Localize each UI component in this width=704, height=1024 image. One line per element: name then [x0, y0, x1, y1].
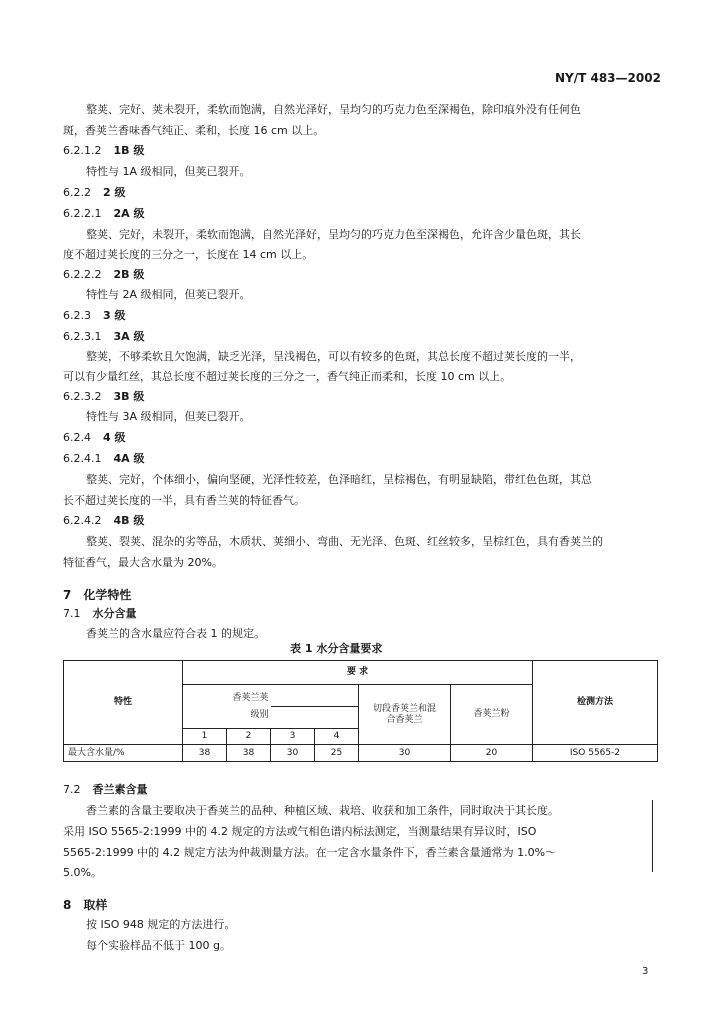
paragraph-line: 度不超过荚长度的三分之一，长度在 14 cm 以上。: [63, 248, 314, 261]
row-label: 最大含水量/%: [64, 745, 183, 762]
section-title: 4 级: [103, 431, 126, 444]
paragraph-line: 每个实验样品不低于 100 g。: [86, 939, 231, 952]
paragraph-line: 整荚、裂荚、混杂的劣等品，木质状、荚细小、弯曲、无光泽、色斑、红丝较多，呈棕红色，具有香荚兰的: [86, 535, 603, 548]
section-heading: [63, 390, 144, 404]
header-cut-mixed: 切段香荚兰和混合香荚兰: [359, 685, 451, 745]
table-cell: 25: [315, 745, 359, 762]
paragraph-line: 特性与 1A 级相同，但荚已裂开。: [86, 165, 251, 178]
section-number: 6.2.3.2: [63, 390, 102, 403]
section-number: 7.2: [63, 783, 81, 796]
paragraph-line: 整荚、完好，个体细小，偏向坚硬，光泽性较差，色泽暗红，呈棕褐色，有明显缺陷，带红色色斑，其总: [86, 473, 592, 486]
section-heading: [63, 896, 107, 913]
section-number: 6.2.2: [63, 186, 91, 199]
moisture-table: [63, 660, 658, 762]
section-heading: [63, 330, 144, 344]
section-title: 3 级: [103, 309, 126, 322]
header-whole-bean-label: 香荚兰荚 级别: [183, 685, 271, 729]
table-cell: 38: [227, 745, 271, 762]
paragraph-line: 5.0%。: [63, 866, 102, 879]
section-title: 2B 级: [113, 268, 145, 281]
section-heading: [63, 452, 144, 466]
header-powder: 香荚兰粉: [451, 685, 533, 745]
section-number: 6.2.4: [63, 431, 91, 444]
paragraph-line: 整荚，不够柔软且欠饱满，缺乏光泽，呈浅褐色，可以有较多的色斑，其总长度不超过荚长度的一半，: [86, 350, 581, 363]
header-requirements: 要 求: [183, 661, 533, 685]
page-number: 3: [642, 966, 649, 977]
grade-header: 4: [315, 729, 359, 745]
header-characteristic: 特性: [64, 661, 183, 745]
section-heading: [63, 309, 125, 323]
section-title: 4A 级: [113, 452, 145, 465]
section-title: 水分含量: [92, 607, 137, 620]
grade-header: 1: [183, 729, 227, 745]
section-heading: [63, 586, 131, 603]
section-title: 香兰素含量: [92, 783, 148, 796]
margin-change-bar: [652, 800, 653, 872]
paragraph-line: 可以有少量红丝，其总长度不超过荚长度的三分之一，香气纯正而柔和，长度 10 cm 以上。: [63, 370, 512, 383]
table-cell: 38: [183, 745, 227, 762]
section-heading: [63, 514, 144, 528]
section-title: 4B 级: [113, 514, 145, 527]
paragraph-line: 斑，香荚兰香味香气纯正、柔和，长度 16 cm 以上。: [63, 124, 325, 137]
section-number: 6.2.2.2: [63, 268, 102, 281]
section-title: 3A 级: [113, 330, 145, 343]
section-heading: [63, 207, 144, 221]
paragraph-line: 特性与 2A 级相同，但荚已裂开。: [86, 288, 251, 301]
section-number: 7: [63, 588, 72, 602]
section-heading: [63, 268, 144, 282]
paragraph-line: 整荚、完好，未裂开，柔软而饱满，自然光泽好，呈均匀的巧克力色至深褐色，允许含少量色斑，其长: [86, 228, 581, 241]
section-title: 3B 级: [113, 390, 145, 403]
section-number: 6.2.2.1: [63, 207, 102, 220]
paragraph-line: 5565-2:1999 中的 4.2 规定方法为仲裁测量方法。在一定含水量条件下，香兰素含量通常为 1.0%～: [63, 846, 557, 859]
table-caption: 表 1 水分含量要求: [290, 642, 383, 655]
table-cell: 20: [451, 745, 533, 762]
section-heading: [63, 607, 137, 621]
section-title: 化学特性: [83, 588, 132, 602]
section-heading: [63, 431, 125, 445]
section-number: 6.2.4.2: [63, 514, 102, 527]
section-title: 1B 级: [113, 144, 145, 157]
paragraph-line: 长不超过荚长度的一半，具有香兰荚的特征香气。: [63, 494, 305, 507]
paragraph-line: 香荚兰的含水量应符合表 1 的规定。: [86, 627, 265, 640]
table-cell: 30: [359, 745, 451, 762]
paragraph-line: 特性与 3A 级相同，但荚已裂开。: [86, 410, 251, 423]
section-heading: [63, 783, 148, 797]
header-whole-bean-spacer: [271, 685, 359, 707]
section-number: 7.1: [63, 607, 81, 620]
section-heading: [63, 186, 125, 200]
section-number: 6.2.4.1: [63, 452, 102, 465]
grade-header: 3: [271, 729, 315, 745]
paragraph-line: 香兰素的含量主要取决于香荚兰的品种、种植区域、栽培、收获和加工条件，同时取决于其长度。: [86, 804, 559, 817]
paragraph-line: 整荚、完好、荚未裂开，柔软而饱满，自然光泽好，呈均匀的巧克力色至深褐色，除印痕外没有任何色: [86, 103, 581, 116]
standard-number: NY/T 483—2002: [555, 71, 661, 85]
section-number: 6.2.3.1: [63, 330, 102, 343]
section-number: 8: [63, 898, 72, 912]
section-number: 6.2.3: [63, 309, 91, 322]
section-title: 2A 级: [113, 207, 145, 220]
section-title: 2 级: [103, 186, 126, 199]
section-title: 取样: [83, 898, 108, 912]
paragraph-line: 按 ISO 948 规定的方法进行。: [86, 918, 236, 931]
section-heading: [63, 144, 144, 158]
table-cell: ISO 5565-2: [533, 745, 658, 762]
section-number: 6.2.1.2: [63, 144, 102, 157]
table-cell: 30: [271, 745, 315, 762]
paragraph-line: 采用 ISO 5565-2:1999 中的 4.2 规定的方法或气相色谱内标法测定，当测量结果有异议时，ISO: [63, 825, 537, 838]
paragraph-line: 特征香气，最大含水量为 20%。: [63, 556, 223, 569]
header-method: 检测方法: [533, 661, 658, 745]
header-grade-spacer: [271, 707, 359, 729]
grade-header: 2: [227, 729, 271, 745]
